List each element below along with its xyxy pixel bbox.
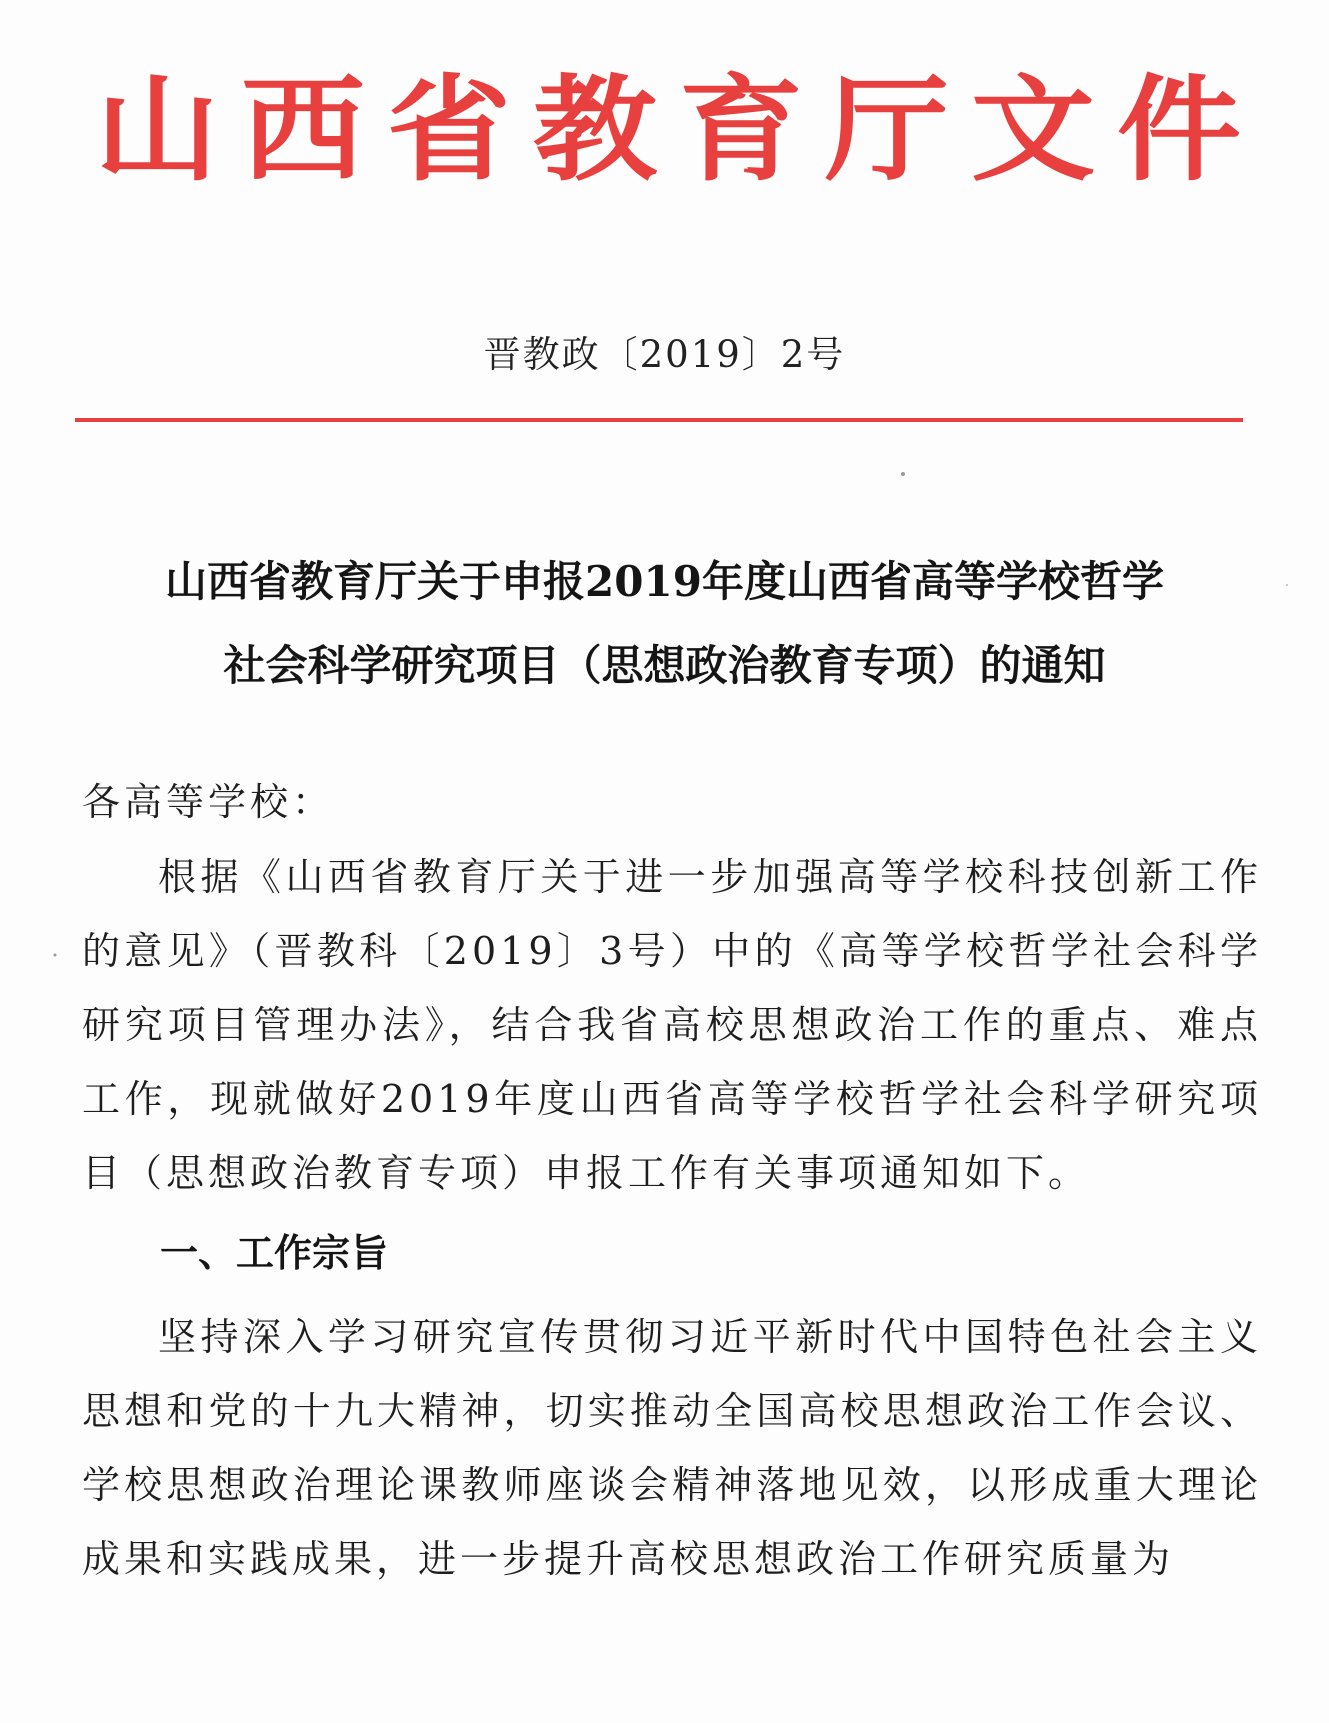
notice-title-line-1: 山西省教育厅关于申报2019年度山西省高等学校哲学 <box>165 557 1164 606</box>
red-divider-line <box>75 418 1243 422</box>
body-paragraph-intro: 根据《山西省教育厅关于进一步加强高等学校科技创新工作的意见》（晋教科〔2019〕3号）中的《高等学校哲学社会科学研究项目管理办法》，结合我省高校思想政治工作的重点、难点工作，现就做好2019年度山西省高等学校哲学社会科学研究项目（思想政治教育专项）申报工作有关事项通知如下。 <box>82 855 1262 1195</box>
notice-title-line-2: 社会科学研究项目（思想政治教育专项）的通知 <box>223 641 1106 690</box>
salutation: 各高等学校： <box>82 780 335 824</box>
issuing-authority-header: 山西省教育厅文件 <box>95 64 1264 198</box>
notice-title <box>0 540 1329 708</box>
section-heading-1: 一、工作宗旨 <box>160 1231 389 1275</box>
body-paragraph-section-1: 坚持深入学习研究宣传贯彻习近平新时代中国特色社会主义思想和党的十九大精神，切实推动全国高校思想政治工作会议、学校思想政治理论课教师座谈会精神落地见效，以形成重大理论成果和实践成果，进一步提升高校思想政治工作研究质量为 <box>82 1315 1262 1581</box>
document-number: 晋教政〔2019〕2号 <box>483 333 846 376</box>
